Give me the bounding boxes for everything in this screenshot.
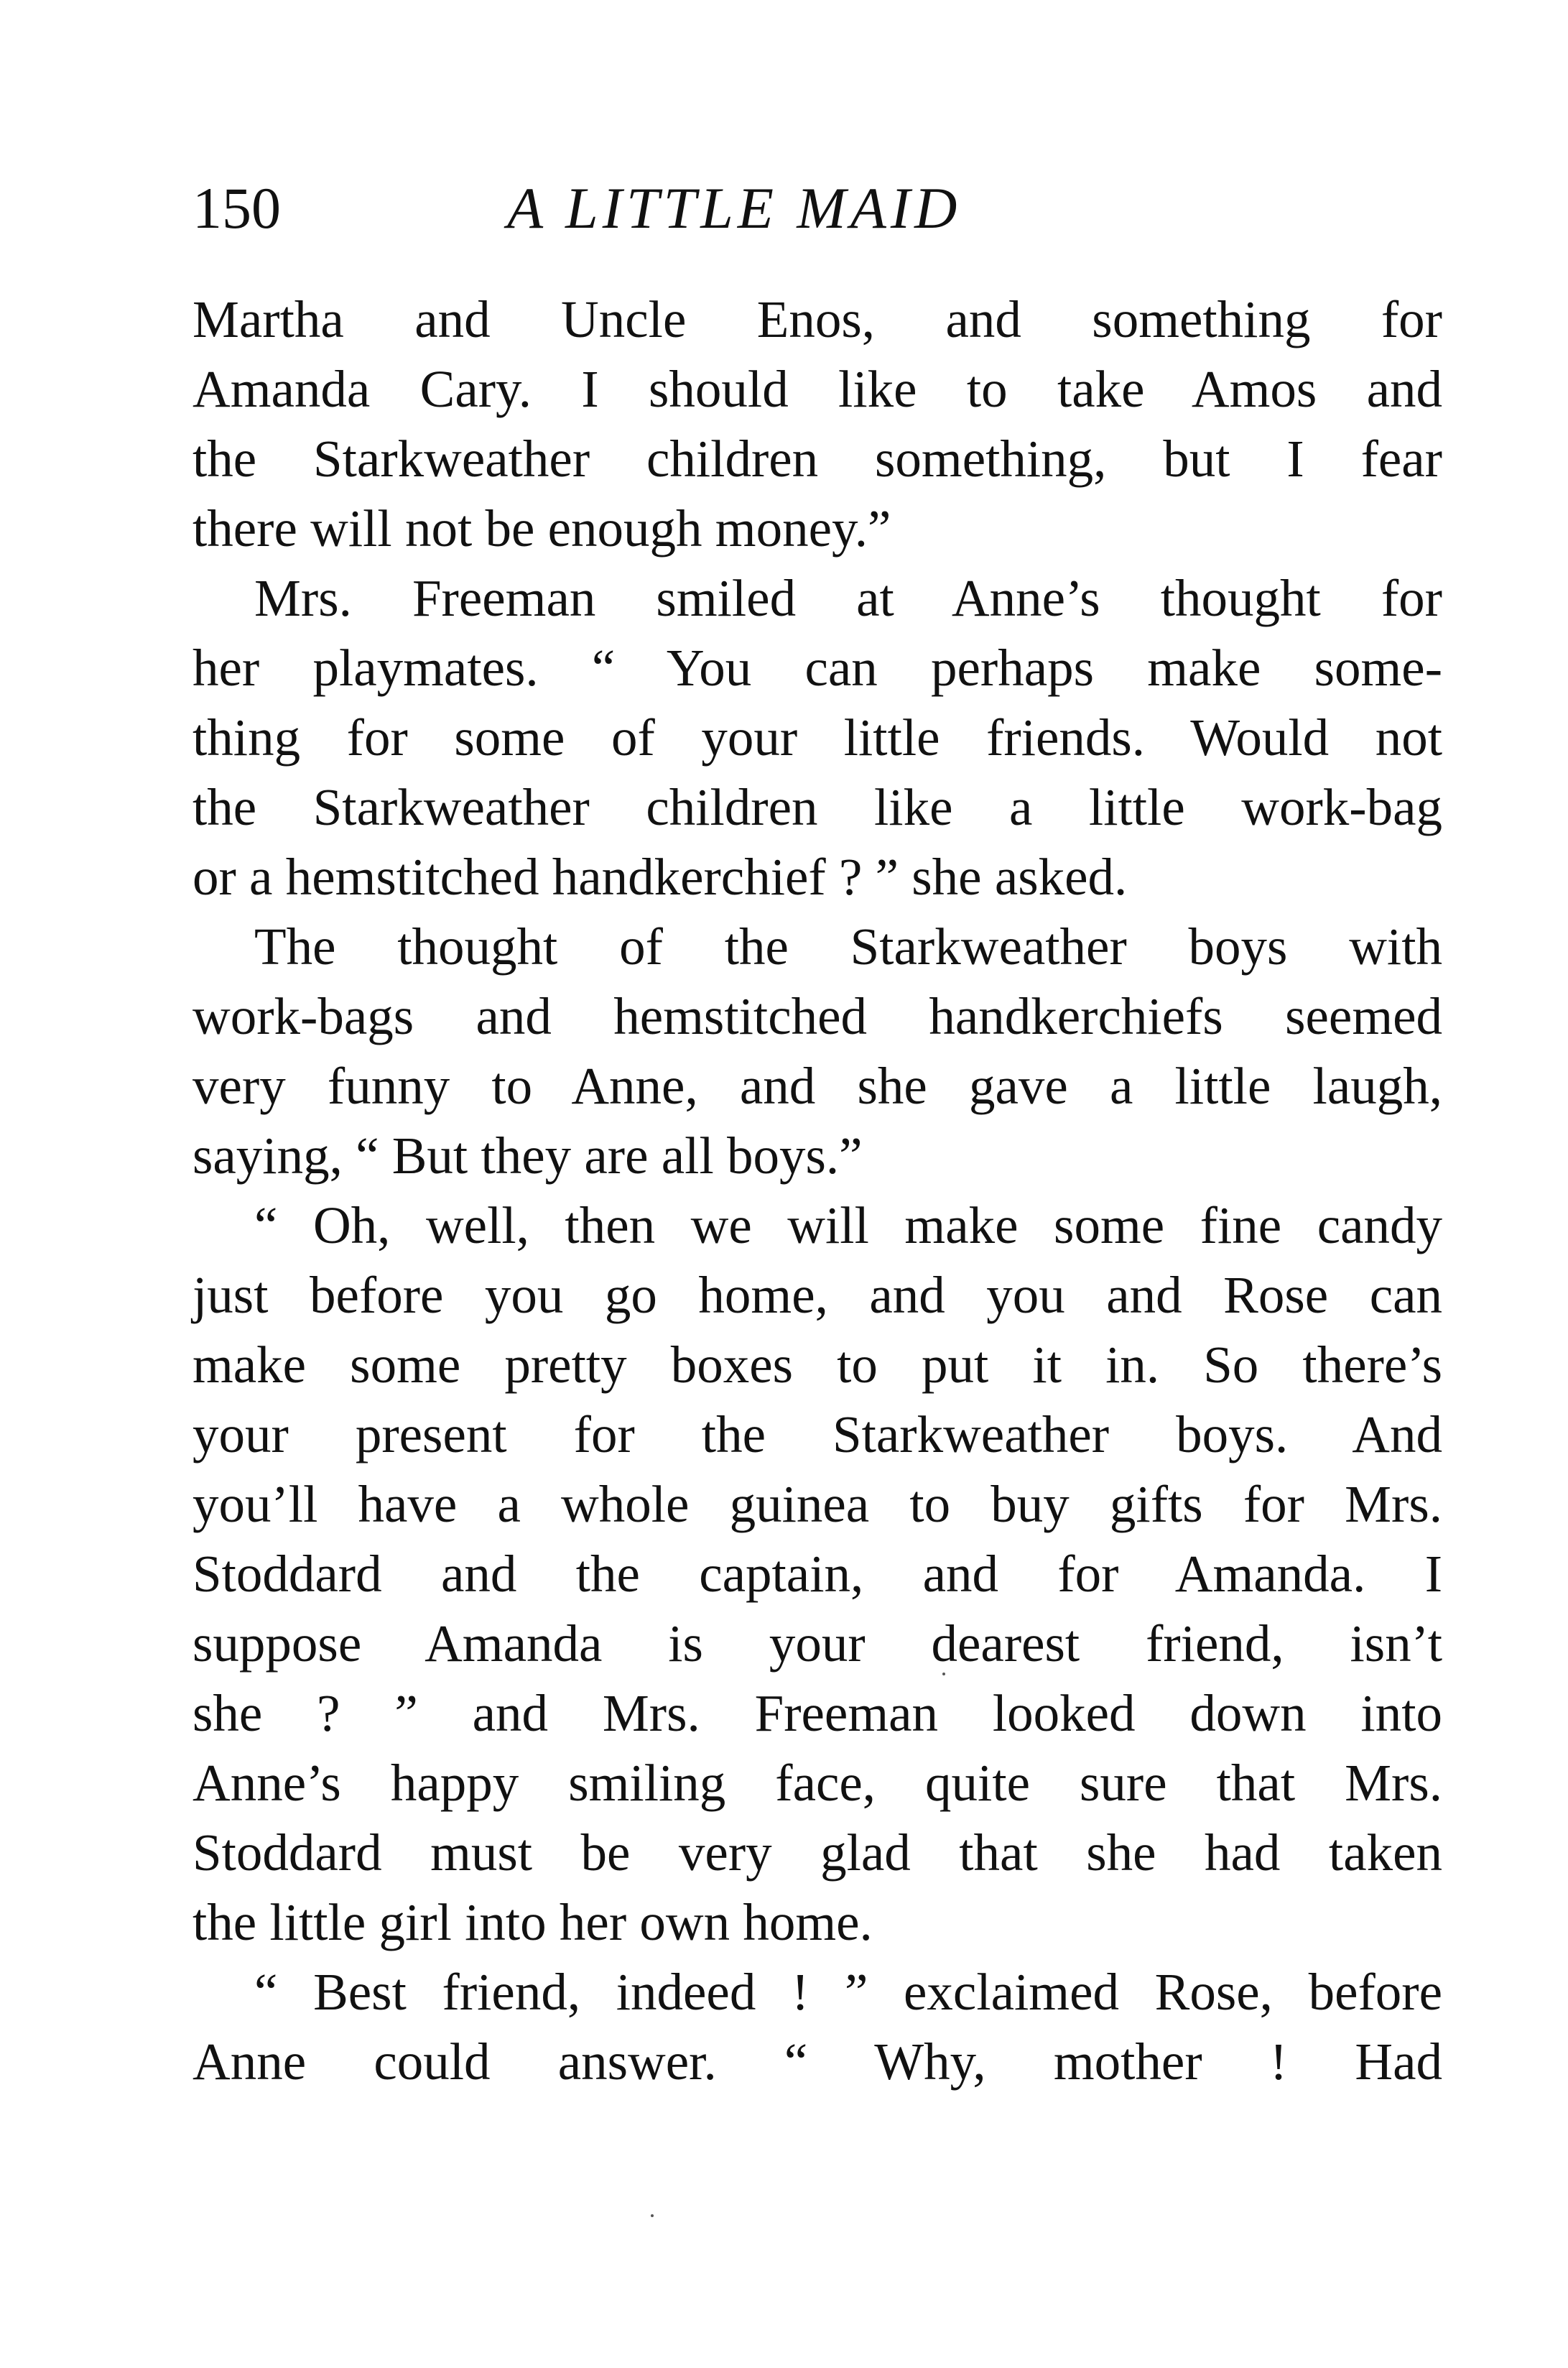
text-line: there will not be enough money.” (192, 499, 891, 558)
text-line: very funny to Anne, and she gave a little laugh, (192, 1057, 1442, 1115)
text-line: Mrs. Freeman smiled at Anne’s thought for (254, 569, 1442, 627)
paper-speck (942, 1673, 945, 1675)
text-line: make some pretty boxes to put it in. So there’s (192, 1336, 1442, 1394)
text-line: the Starkweather children something, but I fear (192, 430, 1442, 488)
text-line: she ? ” and Mrs. Freeman looked down into (192, 1684, 1442, 1742)
page-number: 150 (192, 175, 281, 241)
text-line: Martha and Uncle Enos, and something for (192, 290, 1442, 348)
text-line: suppose Amanda is your dearest friend, isn’t (192, 1614, 1442, 1673)
text-line: thing for some of your little friends. Would not (192, 708, 1442, 767)
paper-speck (651, 2214, 654, 2217)
text-line: just before you go home, and you and Rose can (192, 1266, 1442, 1324)
text-line: “ Oh, well, then we will make some fine candy (254, 1196, 1442, 1254)
text-line: your present for the Starkweather boys. And (192, 1405, 1442, 1463)
text-line: her playmates. “ You can perhaps make some- (192, 639, 1442, 697)
page-header (192, 172, 1442, 244)
body-text (192, 285, 1442, 2096)
text-line: saying, “ But they are all boys.” (192, 1127, 863, 1185)
text-line: The thought of the Starkweather boys with (254, 917, 1442, 976)
text-line: Stoddard must be very glad that she had taken (192, 1823, 1442, 1882)
running-title: A LITTLE MAID (507, 175, 962, 241)
text-line: you’ll have a whole guinea to buy gifts for Mrs. (192, 1475, 1442, 1533)
text-line: the little girl into her own home. (192, 1893, 873, 1951)
text-line: work-bags and hemstitched handkerchiefs seemed (192, 987, 1442, 1045)
text-line: “ Best friend, indeed ! ” exclaimed Rose, before (254, 1963, 1442, 2021)
text-line: or a hemstitched handkerchief ? ” she asked. (192, 848, 1128, 906)
text-line: the Starkweather children like a little work-bag (192, 778, 1442, 836)
text-line: Anne’s happy smiling face, quite sure that Mrs. (192, 1754, 1442, 1812)
text-line: Anne could answer. “ Why, mother ! Had (192, 2032, 1442, 2091)
text-line: Stoddard and the captain, and for Amanda. I (192, 1545, 1442, 1603)
text-line: Amanda Cary. I should like to take Amos and (192, 360, 1442, 418)
